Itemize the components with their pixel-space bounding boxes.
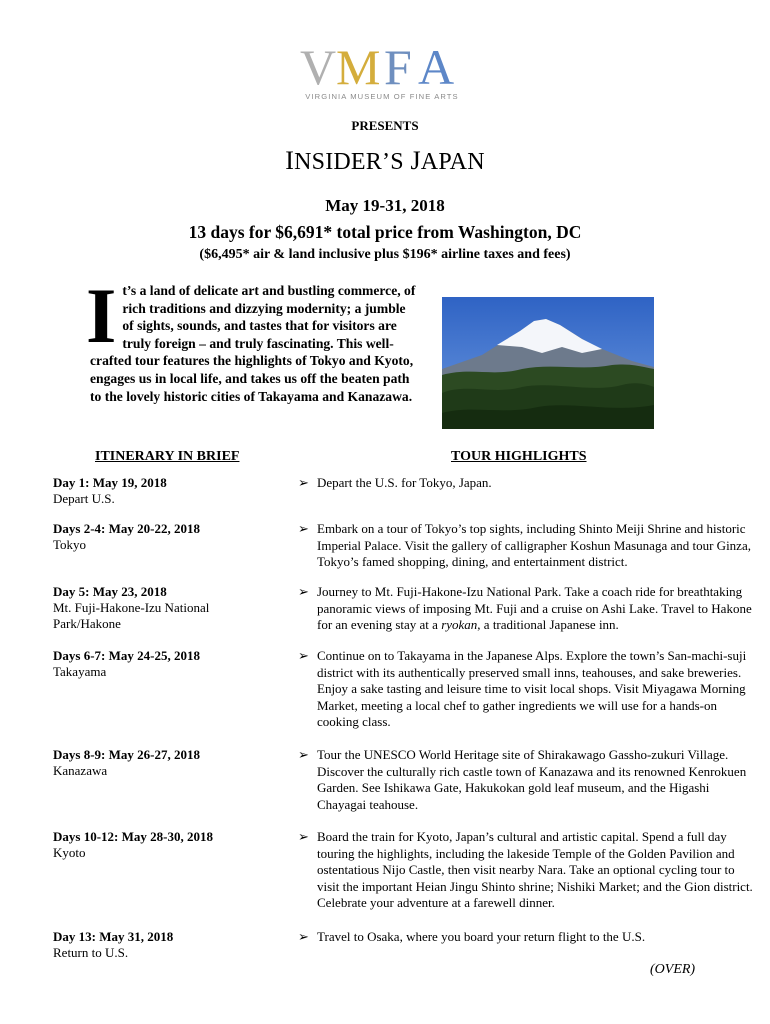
logo-letter-m: M [336,40,381,88]
vmfa-logo-mark [296,40,468,88]
highlight-text [317,584,753,634]
highlight-item [298,648,753,731]
page-title [0,146,770,176]
arrow-bullet-icon: ➢ [298,929,309,944]
vmfa-logo [296,40,468,104]
itinerary-item [53,648,268,680]
arrow-bullet-icon: ➢ [298,475,309,490]
logo-letter-f: F [384,40,412,88]
itinerary-day: Days 2-4: May 20-22, 2018 [53,521,200,536]
arrow-bullet-icon: ➢ [298,648,309,663]
itinerary-day: Days 8-9: May 26-27, 2018 [53,747,200,762]
title-part: NSIDER [294,149,382,175]
itinerary-place: Tokyo [53,537,87,552]
logo-letter-a: A [418,40,455,88]
title-part: S [390,149,404,175]
arrow-bullet-icon: ➢ [298,584,309,599]
itinerary-place: Takayama [53,664,107,679]
highlight-text: Continue on to Takayama in the Japanese Alps. Explore the town’s San-machi-suji district with its authentically preserved small inns, teahouses, and sake breweries. Enjoy a sake tasting and leisure time to visit local shops. Visit Miyagawa Morning Market, meeting a local chef to gather ingredients we will use for a hands-on cooking class. [317,648,747,729]
title-part: ’ [381,149,391,175]
itinerary-item [53,475,268,507]
itinerary-item [53,521,268,553]
itinerary-item [53,584,268,632]
highlight-item [298,475,753,492]
itinerary-item [53,829,268,861]
arrow-bullet-icon: ➢ [298,521,309,536]
highlight-item [298,829,753,912]
intro-text: t’s a land of delicate art and bustling commerce, of rich traditions and dizzying modernity; a jumble of sights, sounds, and tastes that for visitors are truly foreign – and truly fascinating. This well-crafted tour features the highlights of Tokyo and Kyoto, engages us in local life, and takes us off the beaten path to the lovely historic cities of Takayama and Kanazawa. [90,283,416,404]
highlight-text: Embark on a tour of Tokyo’s top sights, including Shinto Meiji Shrine and historic Imperial Palace. Visit the gallery of calligrapher Koshun Masunaga and tour Ginza, Tokyo’s famed shopping, dining, and entertainment district. [317,521,751,569]
highlight-text-part: , a traditional Japanese inn. [477,617,619,632]
arrow-bullet-icon: ➢ [298,747,309,762]
highlight-item [298,929,753,946]
itinerary-place: Kyoto [53,845,86,860]
itinerary-item [53,747,268,779]
itinerary-place: Return to U.S. [53,945,129,960]
logo-subtitle: VIRGINIA MUSEUM OF FINE ARTS [305,92,459,101]
highlight-item [298,584,753,634]
highlight-item [298,521,753,571]
itinerary-day: Days 6-7: May 24-25, 2018 [53,648,200,663]
itinerary-place: Kanazawa [53,763,108,778]
highlight-item [298,747,753,813]
arrow-bullet-icon: ➢ [298,829,309,844]
highlights-heading: TOUR HIGHLIGHTS [451,449,587,464]
highlight-text: Board the train for Kyoto, Japan’s cultural and artistic capital. Spend a full day touring the highlights, including the lakeside Temple of the Golden Pavilion and ostentatious Nijo Castle, then visit nearby Nara. Take an optional cycling tour to visit the important Heian Jingu Shinto shrine; Nishiki Market; and the Gion district. Celebrate your adventure at a farewell dinner. [317,829,753,910]
title-part: APAN [420,149,485,175]
presents-label: PRESENTS [351,118,419,133]
highlight-text: Tour the UNESCO World Heritage site of Shirakawago Gassho-zukuri Village. Discover the culturally rich castle town of Kanazawa and its renowned Kenrokuen Garden. See Ishikawa Gate, Hakukokan gold leaf museum, and the Higashi Chayagai teahouse. [317,747,747,812]
itinerary-day: Days 10-12: May 28-30, 2018 [53,829,213,844]
highlight-text: Depart the U.S. for Tokyo, Japan. [317,475,492,490]
title-part: I [285,146,295,175]
over-note: (OVER) [650,962,696,977]
itinerary-place: Mt. Fuji-Hakone-Izu National Park/Hakone [53,600,210,631]
price-note: ($6,495* air & land inclusive plus $196* airline taxes and fees) [199,247,571,262]
highlight-text: Travel to Osaka, where you board your return flight to the U.S. [317,929,646,944]
tour-price: 13 days for $6,691* total price from Washington, DC [188,222,582,242]
intro-paragraph [86,272,420,405]
drop-cap: I [86,272,117,359]
itinerary-day: Day 1: May 19, 2018 [53,475,167,490]
itinerary-item [53,929,268,961]
itinerary-place: Depart U.S. [53,491,115,506]
mount-fuji-image [442,297,654,429]
itinerary-heading: ITINERARY IN BRIEF [95,449,240,464]
logo-letter-v: V [300,40,337,88]
mount-fuji-photo [442,297,654,429]
tour-dates: May 19-31, 2018 [325,196,445,215]
highlight-text-part: Journey to Mt. Fuji-Hakone-Izu National Park. Take a coach ride for breathtaking panoramic views of imposing Mt. Fuji and a cruise on Ashi Lake. Travel to Hakone for an evening stay at a [317,584,752,632]
title-part: J [403,146,421,175]
itinerary-day: Day 13: May 31, 2018 [53,929,174,944]
itinerary-day: Day 5: May 23, 2018 [53,584,167,599]
ryokan-term: ryokan [441,617,478,632]
